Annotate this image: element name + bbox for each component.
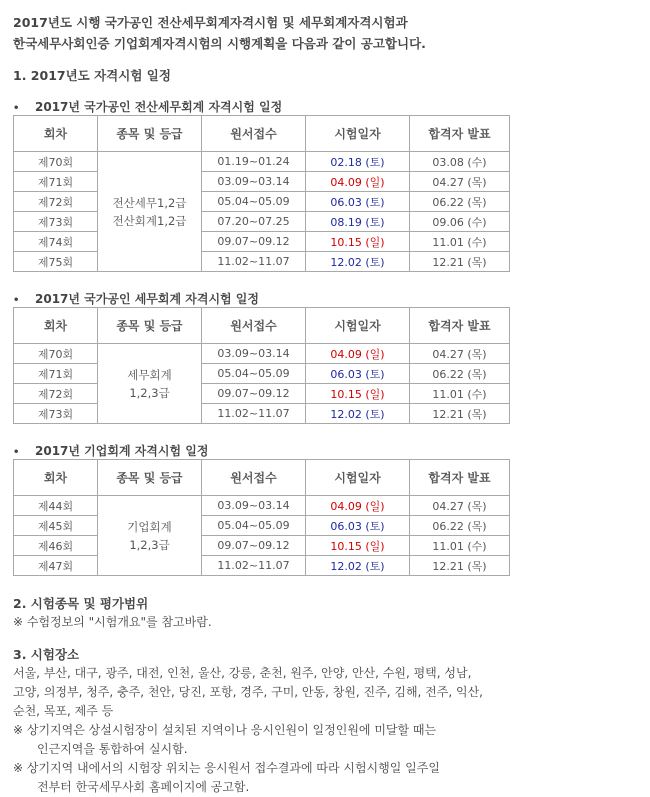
result-header: 합격자 발표 (410, 460, 510, 496)
venue-note: ※ 상기지역 내에서의 시험장 위치는 응시원서 접수결과에 따라 시험시행일 일주일 (13, 761, 440, 775)
section-2 (13, 594, 212, 632)
round-cell: 제70회 (14, 152, 98, 172)
grade-header: 종목 및 등급 (98, 116, 202, 152)
grade-cell (98, 152, 202, 272)
section-3 (13, 645, 483, 797)
round-cell: 제72회 (14, 384, 98, 404)
result-date-cell: 11.01 (수) (410, 536, 510, 556)
round-cell: 제73회 (14, 212, 98, 232)
apply-period-cell: 09.07~09.12 (202, 536, 306, 556)
intro-line-1: 2017년도 시행 국가공인 전산세무회계자격시험 및 세무회계자격시험과 (13, 15, 408, 30)
grade-line: 세무회계 (127, 367, 172, 382)
venue-note-continued: 전부터 한국세무사회 홈페이지에 공고함. (37, 780, 250, 794)
result-date-cell: 06.22 (목) (410, 364, 510, 384)
table-row (14, 496, 510, 516)
grade-cell (98, 344, 202, 424)
apply-period-cell: 03.09~03.14 (202, 344, 306, 364)
result-date-cell: 12.21 (목) (410, 404, 510, 424)
exam-date-cell: 10.15 (일) (306, 384, 410, 404)
exam-date-cell: 02.18 (토) (306, 152, 410, 172)
exam-date-header: 시험일자 (306, 460, 410, 496)
table-2-title: • 2017년 국가공인 세무회계 자격시험 일정 (13, 292, 259, 306)
table-1-title: • 2017년 국가공인 전산세무회계 자격시험 일정 (13, 100, 283, 114)
apply-header: 원서접수 (202, 460, 306, 496)
round-cell: 제71회 (14, 172, 98, 192)
apply-period-cell: 09.07~09.12 (202, 232, 306, 252)
apply-period-cell: 05.04~05.09 (202, 516, 306, 536)
table-row (14, 152, 510, 172)
result-date-cell: 04.27 (목) (410, 344, 510, 364)
exam-date-cell: 04.09 (일) (306, 344, 410, 364)
result-date-cell: 04.27 (목) (410, 496, 510, 516)
result-date-cell: 11.01 (수) (410, 232, 510, 252)
section-2-title: 2. 시험종목 및 평가범위 (13, 596, 149, 611)
round-header: 회차 (14, 308, 98, 344)
apply-period-cell: 05.04~05.09 (202, 364, 306, 384)
section-3-title: 3. 시험장소 (13, 647, 80, 662)
result-date-cell: 06.22 (목) (410, 192, 510, 212)
table-header-row (14, 308, 510, 344)
exam-date-cell: 12.02 (토) (306, 404, 410, 424)
table-row (14, 384, 510, 404)
table-row (14, 232, 510, 252)
grade-line: 기업회계 (127, 519, 172, 534)
apply-header: 원서접수 (202, 308, 306, 344)
table-row (14, 556, 510, 576)
result-date-cell: 11.01 (수) (410, 384, 510, 404)
grade-cell (98, 496, 202, 576)
table-row (14, 404, 510, 424)
section-2-note: ※ 수험정보의 "시험개요"를 참고바람. (13, 615, 212, 629)
round-cell: 제70회 (14, 344, 98, 364)
grade-line: 1,2,3급 (129, 385, 170, 400)
apply-period-cell: 01.19~01.24 (202, 152, 306, 172)
intro-line-2: 한국세무사회인증 기업회계자격시험의 시행계획을 다음과 같이 공고합니다. (13, 36, 426, 51)
exam-date-cell: 12.02 (토) (306, 252, 410, 272)
venue-list-line: 고양, 의정부, 청주, 충주, 천안, 당진, 포항, 경주, 구미, 안동, 창원, 진주, 김해, 전주, 익산, (13, 685, 483, 699)
round-cell: 제74회 (14, 232, 98, 252)
result-date-cell: 06.22 (목) (410, 516, 510, 536)
grade-line: 1,2,3급 (129, 537, 170, 552)
round-cell: 제72회 (14, 192, 98, 212)
exam-date-cell: 10.15 (일) (306, 232, 410, 252)
section-1-title: 1. 2017년도 자격시험 일정 (13, 68, 171, 83)
venue-note-continued: 인근지역을 통합하여 실시함. (37, 742, 188, 756)
table-header-row (14, 116, 510, 152)
exam-date-cell: 06.03 (토) (306, 192, 410, 212)
table-row (14, 212, 510, 232)
table-row (14, 172, 510, 192)
grade-header: 종목 및 등급 (98, 460, 202, 496)
exam-date-cell: 06.03 (토) (306, 516, 410, 536)
apply-period-cell: 11.02~11.07 (202, 404, 306, 424)
apply-period-cell: 05.04~05.09 (202, 192, 306, 212)
apply-period-cell: 07.20~07.25 (202, 212, 306, 232)
venue-note: ※ 상기지역은 상설시험장이 설치된 지역이나 응시인원이 일정인원에 미달할 때는 (13, 723, 437, 737)
exam-date-cell: 06.03 (토) (306, 364, 410, 384)
bullet-icon: • (13, 295, 20, 306)
result-date-cell: 12.21 (목) (410, 252, 510, 272)
grade-line: 전산세무1,2급 (112, 195, 187, 210)
table-row (14, 364, 510, 384)
round-cell: 제75회 (14, 252, 98, 272)
result-date-cell: 03.08 (수) (410, 152, 510, 172)
grade-line: 전산회계1,2급 (112, 213, 187, 228)
exam-date-header: 시험일자 (306, 116, 410, 152)
round-cell: 제47회 (14, 556, 98, 576)
schedule-table-2 (13, 307, 510, 424)
round-cell: 제73회 (14, 404, 98, 424)
round-cell: 제71회 (14, 364, 98, 384)
result-date-cell: 12.21 (목) (410, 556, 510, 576)
table-row (14, 192, 510, 212)
venue-list-line: 서울, 부산, 대구, 광주, 대전, 인천, 울산, 강릉, 춘천, 원주, 안양, 안산, 수원, 평택, 성남, (13, 666, 472, 680)
table-header-row (14, 460, 510, 496)
table-row (14, 344, 510, 364)
intro-text (13, 12, 426, 54)
round-cell: 제46회 (14, 536, 98, 556)
bullet-icon: • (13, 103, 20, 114)
result-header: 합격자 발표 (410, 116, 510, 152)
exam-date-header: 시험일자 (306, 308, 410, 344)
exam-date-cell: 10.15 (일) (306, 536, 410, 556)
result-header: 합격자 발표 (410, 308, 510, 344)
apply-period-cell: 09.07~09.12 (202, 384, 306, 404)
result-date-cell: 04.27 (목) (410, 172, 510, 192)
table-row (14, 536, 510, 556)
grade-header: 종목 및 등급 (98, 308, 202, 344)
exam-date-cell: 04.09 (일) (306, 496, 410, 516)
round-header: 회차 (14, 460, 98, 496)
schedule-table-3 (13, 459, 510, 576)
result-date-cell: 09.06 (수) (410, 212, 510, 232)
table-3-title: • 2017년 기업회계 자격시험 일정 (13, 444, 209, 458)
apply-period-cell: 03.09~03.14 (202, 172, 306, 192)
exam-date-cell: 12.02 (토) (306, 556, 410, 576)
exam-date-cell: 04.09 (일) (306, 172, 410, 192)
venue-list-line: 순천, 목포, 제주 등 (13, 704, 114, 718)
bullet-icon: • (13, 447, 20, 458)
table-row (14, 252, 510, 272)
schedule-table-1 (13, 115, 510, 272)
apply-period-cell: 11.02~11.07 (202, 556, 306, 576)
apply-period-cell: 11.02~11.07 (202, 252, 306, 272)
round-cell: 제44회 (14, 496, 98, 516)
exam-date-cell: 08.19 (토) (306, 212, 410, 232)
apply-period-cell: 03.09~03.14 (202, 496, 306, 516)
table-row (14, 516, 510, 536)
round-header: 회차 (14, 116, 98, 152)
apply-header: 원서접수 (202, 116, 306, 152)
round-cell: 제45회 (14, 516, 98, 536)
